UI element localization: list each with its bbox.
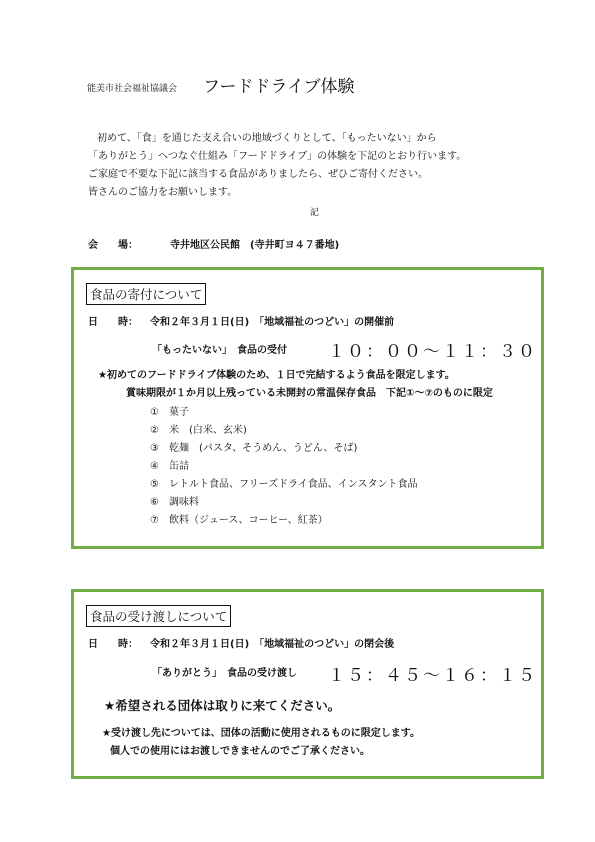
reception-label: 「もったいない」 食品の受付	[152, 345, 287, 356]
item-number: ⑥	[150, 497, 159, 508]
item-number: ⑤	[150, 479, 159, 490]
venue-value: 寺井地区公民館 (寺井町ヨ４７番地)	[170, 240, 340, 251]
intro-line-1: 初めて、「食」を通じた支え合いの地域づくりとして、「もったいない」から	[97, 133, 437, 144]
intro-line-3: ご家庭で不要な下記に該当する食品がありましたら、ぜひご寄付ください。	[88, 169, 428, 180]
donation-date-label: 日 時：	[88, 317, 138, 328]
donation-note-1: ★初めてのフードドライブ体験のため、１日で完結するよう食品を限定します。	[98, 370, 455, 381]
ki-mark: 記	[310, 208, 320, 218]
handover-note-2: 個人での使用にはお渡しできませんのでご了承ください。	[110, 746, 370, 757]
item-number: ①	[150, 407, 159, 418]
item-number: ③	[150, 443, 159, 454]
handover-note-1: ★受け渡し先については、団体の活動に使用されるものに限定します。	[102, 728, 420, 739]
item-label: 飲料（ジュース、コーヒー、紅茶）	[168, 515, 328, 526]
intro-line-2: 「ありがとう」へつなぐ仕組み「フードドライブ」の体験を下記のとおり行います。	[88, 151, 467, 162]
item-number: ④	[150, 461, 159, 472]
venue-label: 会 場：	[88, 240, 138, 251]
item-number: ②	[150, 425, 159, 436]
list-item	[150, 439, 357, 454]
intro-line-4: 皆さんのご協力をお願いします。	[88, 187, 238, 198]
reception-time: １０：００～１１：３０	[328, 342, 537, 362]
item-label: 菓子	[168, 407, 189, 418]
item-label: 調味料	[168, 497, 199, 508]
list-item	[150, 457, 189, 472]
item-label: 米 (白米、玄米)	[168, 425, 247, 436]
item-label: 缶詰	[168, 461, 189, 472]
organization-name: 能美市社会福祉協議会	[87, 84, 178, 94]
handover-section	[71, 589, 544, 779]
handover-note-big: ★希望される団体は取りに来てください。	[104, 698, 341, 713]
handover-heading: 食品の受け渡しについて	[86, 605, 231, 627]
donation-section	[71, 267, 544, 549]
item-label: 乾麺 (パスタ、そうめん、うどん、そば)	[168, 443, 358, 454]
item-number: ⑦	[150, 515, 159, 526]
handover-date-label: 日 時：	[88, 639, 138, 650]
handover-time: １５：４５～１６：１５	[328, 666, 537, 686]
donation-note-2: 賞味期限が１か月以上残っている未開封の常温保存食品 下記①～⑦のものに限定	[126, 388, 493, 399]
handover-label: 「ありがとう」 食品の受け渡し	[152, 668, 297, 679]
list-item	[150, 493, 199, 508]
list-item	[150, 475, 417, 490]
donation-heading: 食品の寄付について	[86, 283, 206, 305]
list-item	[150, 511, 328, 526]
item-label: レトルト食品、フリーズドライ食品、インスタント食品	[168, 479, 418, 490]
handover-date-value: 令和２年３月１日(日) 「地域福祉のつどい」の閉会後	[150, 639, 395, 650]
list-item	[150, 403, 189, 418]
page-title: フードドライブ体験	[203, 77, 355, 97]
donation-date-value: 令和２年３月１日(日) 「地域福祉のつどい」の開催前	[150, 317, 395, 328]
list-item	[150, 421, 247, 436]
